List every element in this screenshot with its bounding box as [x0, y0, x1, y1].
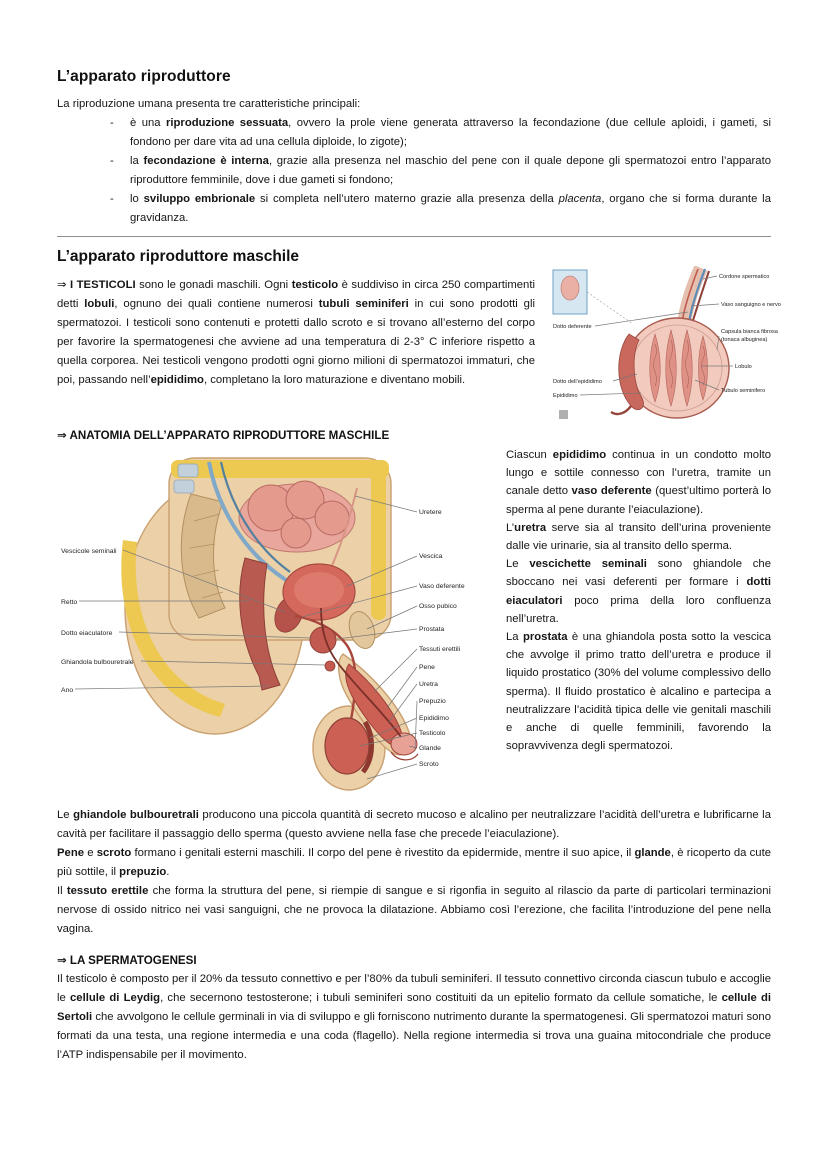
page-title: L’apparato riproduttore — [57, 68, 231, 85]
section-title: L’apparato riproduttore maschile — [57, 248, 300, 265]
figure-label: Glande — [419, 745, 441, 752]
fat-layer — [171, 460, 389, 478]
testis-figure — [551, 266, 789, 424]
intro-paragraph: La riproduzione umana presenta tre caratteristiche principali: — [57, 98, 361, 110]
figure-label: Cordone spermatico — [719, 274, 770, 280]
figure-label: Ano — [61, 687, 74, 694]
figure-label: Uretere — [419, 509, 442, 516]
figure-label: Prostata — [419, 626, 445, 633]
anatomy-figure — [57, 446, 502, 796]
intro-list — [57, 114, 771, 228]
spermatogenesi-paragraph: Il testicolo è composto per il 20% da tessuto connettivo e per l’80% da tubuli seminiferi. Il tessuto connettivo circonda ciascun tubulo e accoglie le cellule di Leydig, che secernono testosterone; i tubuli seminiferi sono costituiti da un epitelio formato da cellule somatiche, le cellule di Sertoli che avvolgono le cellule germinali in via di sviluppo e gli forniscono nutrimento durante la spermatogenesi. Gli spermatozoi maturi sono formati da una testa, una regione intermedia e una coda (flagello). Nella regione intermedia si trova una guaina mitocondriale che produce l’ATP indispensabile per il movimento. — [57, 973, 771, 1061]
testis-illustration — [553, 268, 729, 419]
anatomy-text-column — [502, 446, 771, 796]
figure-label: (tonaca albuginea) — [721, 337, 768, 343]
figure-label: Capsula bianca fibrosa — [721, 329, 778, 335]
figure-label: Dotto deferente — [553, 324, 592, 330]
figure-label: Tubulo seminifero — [721, 388, 766, 394]
inset-leader — [587, 292, 633, 324]
figure-label: Retto — [61, 599, 78, 606]
figure-label: Vescica — [419, 553, 443, 560]
vertebra — [178, 464, 198, 477]
paragraph-uretra: L’uretra serve sia al transito dell’urina proveniente dalle vie urinarie, sia al transito dello sperma. — [506, 521, 771, 553]
full-width-text — [57, 806, 771, 939]
bladder-inner — [294, 572, 344, 608]
paragraph-pene-scroto: Pene e scroto formano i genitali esterni maschili. Il corpo del pene è rivestito da epidermide, mentre il suo apice, il glande, è ricoperto da cute più sottile, il prepuzio. — [57, 847, 771, 878]
list-marker: - — [110, 155, 114, 167]
anatomy-illustration — [121, 458, 418, 790]
inset-body — [561, 276, 579, 300]
figure-badge — [559, 410, 568, 419]
list-item — [57, 190, 771, 228]
figure-label: Lobulo — [735, 364, 752, 370]
figure-label: Vaso deferente — [419, 583, 465, 590]
intestine — [281, 518, 311, 548]
figure-label: Dotto dell’epididimo — [553, 379, 602, 385]
testicoli-paragraph: ⇒ I TESTICOLI sono le gonadi maschili. Ogni testicolo è suddiviso in circa 250 compartimenti detti lobuli, ognuno dei quali contiene numerosi tubuli seminiferi in cui sono prodotti gli spermatozoi. I testicoli sono contenuti e protetti dallo scroto e si trovano all’esterno del corpo per favorire la spermatogenesi che avviene ad una temperatura di 2-3° C inferiore rispetto a quella corporea. Nei testicoli vengono prodotti ogni giorno milioni di spermatozoi immaturi, che poi, passando nell’epididimo, completano la loro maturazione e diventano mobili. — [57, 279, 535, 386]
anatomy-section — [57, 446, 771, 796]
paragraph-tessuto-erettile: Il tessuto erettile che forma la struttura del pene, si riempie di sangue e si rigonfia in seguito al rilascio da parte di particolari terminazioni nervose di ossido nitrico nei vasi sanguigni, che ne provoca la dilatazione. Abbiamo così l’erezione, che facilita l’introduzione del pene nella vagina. — [57, 885, 771, 935]
paragraph-ghiandole: Le ghiandole bulbouretrali producono una piccola quantità di secreto mucoso e alcalino per neutralizzare l’acidità dell’uretra e lubrificarne la cavità per facilitare il passaggio dello sperma (questo avviene nella fase che precede l’eiaculazione). — [57, 809, 771, 840]
testis-diagram — [551, 266, 789, 424]
figure-label: Pene — [419, 664, 435, 671]
paragraph-epididimo: Ciascun epididimo continua in un condotto molto lungo e sottile connesso con l’uretra, tramite un canale detto vaso deferente (quest’ultimo porterà lo sperma al pene durante l’eiaculazione). — [506, 449, 771, 516]
anatomy-heading: ⇒ ANATOMIA DELL’APPARATO RIPRODUTTORE MASCHILE — [57, 429, 390, 442]
list-item — [57, 152, 771, 190]
paragraph-vescichette: Le vescichette seminali sono ghiandole che sboccano nei vasi deferenti per formare i dotti eiaculatori poco prima della loro confluenza nell’uretra. — [506, 558, 771, 625]
figure-label: Osso pubico — [419, 603, 457, 610]
male-anatomy-diagram — [57, 446, 502, 796]
figure-label: Dotto eiaculatore — [61, 630, 113, 637]
figure-label: Testicolo — [419, 730, 446, 737]
spermatogenesi-heading: ⇒ LA SPERMATOGENESI — [57, 954, 197, 967]
figure-label: Uretra — [419, 681, 438, 688]
list-item — [57, 114, 771, 152]
section-divider — [57, 236, 771, 237]
paragraph-prostata: La prostata è una ghiandola posta sotto la vescica che avvolge il primo tratto dell’uretra e produce il liquido prostatico (30% del volume complessivo dello sperma). Il fluido prostatico è alcalino e partecipa a neutralizzare l’acidità tipica delle vie genitali maschili e anche di quelle femminili, favorendo la sopravvivenza degli spermatozoi. — [506, 631, 771, 753]
figure-label: Epididimo — [553, 393, 578, 399]
list-item-text: lo sviluppo embrionale si completa nell’utero materno grazie alla presenza della placenta, organo che si forma durante la gravidanza. — [130, 193, 771, 224]
testicoli-block — [57, 274, 781, 399]
figure-label: Vescicole seminali — [61, 548, 117, 555]
testis-shape — [325, 718, 369, 774]
figure-label: Prepuzio — [419, 698, 446, 705]
figure-label: Ghiandola bulbouretrale — [61, 659, 134, 666]
intestine — [315, 501, 349, 535]
figure-label: Epididimo — [419, 715, 449, 722]
epididymis-duct — [611, 406, 631, 414]
figure-label: Scroto — [419, 761, 439, 768]
figure-label: Tessuti erettili — [419, 646, 461, 653]
bulbourethral-gland — [325, 661, 335, 671]
list-item-text: la fecondazione è interna, grazie alla presenza nel maschio del pene con il quale depone gli spermatozoi entro l’apparato riproduttore femminile, dove i due gameti si fondono; — [130, 155, 771, 186]
spermatic-cord — [684, 268, 701, 324]
figure-label: Vaso sanguigno e nervo — [721, 302, 781, 308]
vertebra — [174, 480, 194, 493]
list-marker: - — [110, 117, 114, 129]
list-marker: - — [110, 193, 114, 205]
list-item-text: è una riproduzione sessuata, ovvero la prole viene generata attraverso la fecondazione (due cellule aploidi, i gameti, si fondono per dare vita ad una cellula diploide, lo zigote); — [130, 117, 771, 148]
